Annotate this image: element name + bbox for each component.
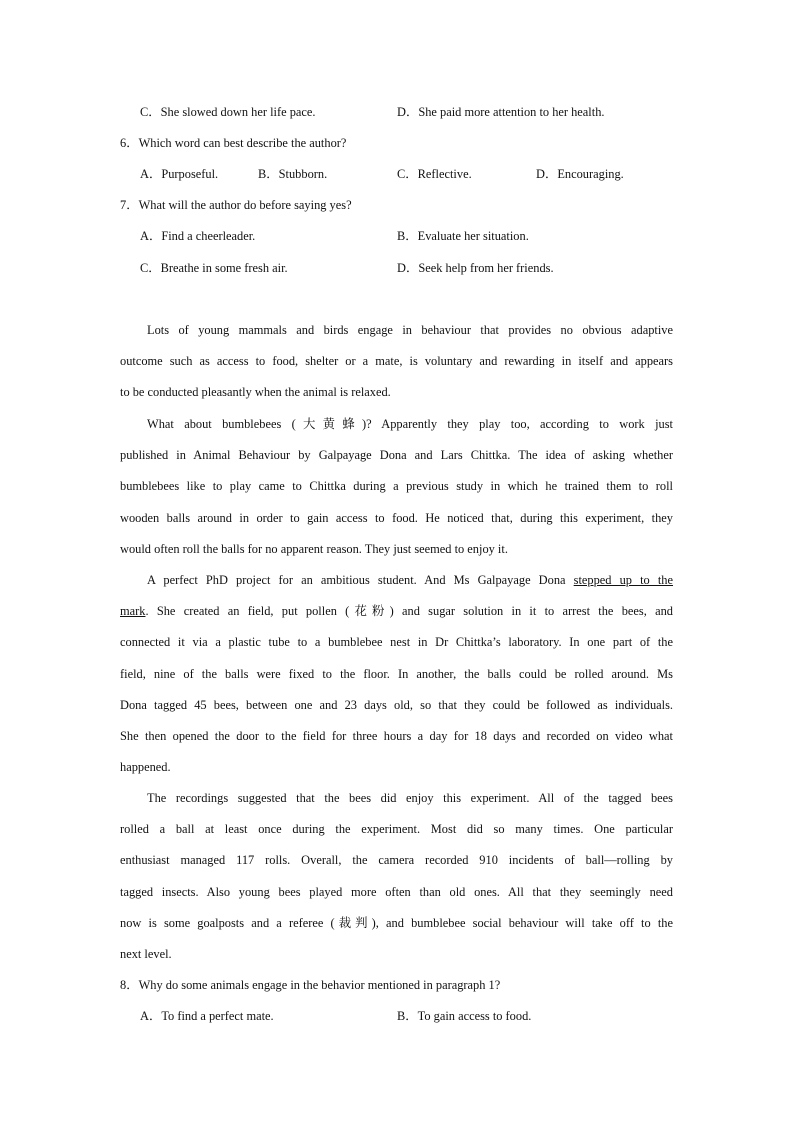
q6-stem: 6．Which word can best describe the author? xyxy=(120,136,347,150)
q5-option-c: C．She slowed down her life pace. xyxy=(140,105,316,119)
q8-option-a: A．To find a perfect mate. xyxy=(140,1009,274,1023)
q5-option-d: D．She paid more attention to her health. xyxy=(397,105,605,119)
paragraph-line: Lots of young mammals and birds engage in behaviour that provides no obvious adaptive xyxy=(147,323,673,337)
paragraph-line: connected it via a plastic tube to a bumblebee nest in Dr Chittka’s laboratory. In one part of the xyxy=(120,635,673,650)
q8-option-b: B．To gain access to food. xyxy=(397,1009,532,1023)
underlined-phrase: mark xyxy=(120,604,146,619)
paragraph-line: field, nine of the balls were fixed to the floor. In another, the balls could be rolled around. Ms xyxy=(120,666,673,681)
paragraph-line: She then opened the door to the field for three hours a day for 18 days and recorded on video what xyxy=(120,728,673,743)
q7-option-b: B．Evaluate her situation. xyxy=(397,229,529,243)
paragraph-line: bumblebees like to play came to Chittka during a previous study in which he trained them to roll xyxy=(120,479,673,494)
paragraph-line: The recordings suggested that the bees did enjoy this experiment. All of the tagged bees xyxy=(147,791,673,805)
passage-paragraph-2 xyxy=(120,416,673,572)
paragraph-line: now is some goalposts and a referee (裁判), and bumblebee social behaviour will take off to the xyxy=(120,915,673,930)
paragraph-line: tagged insects. Also young bees played more often than old ones. All that they seemingly need xyxy=(120,884,673,899)
paragraph-line xyxy=(120,603,673,634)
paragraph-line: would often roll the balls for no apparent reason. They just seemed to enjoy it. xyxy=(120,541,508,556)
paragraph-line: next level. xyxy=(120,946,172,961)
paragraph-line: enthusiast managed 117 rolls. Overall, the camera recorded 910 incidents of ball—rolling by xyxy=(120,853,673,868)
paragraph-line: rolled a ball at least once during the experiment. Most did so many times. One particular xyxy=(120,822,673,837)
q6-option-c: C．Reflective. xyxy=(397,167,472,181)
q8-stem: 8．Why do some animals engage in the behavior mentioned in paragraph 1? xyxy=(120,978,501,992)
q6-option-b: B．Stubborn. xyxy=(258,167,328,181)
paragraph-line xyxy=(120,572,673,603)
p3-text: . She created an field, put pollen (花粉) and sugar solution in it to arrest the bees, and xyxy=(145,604,673,619)
paragraph-line: to be conducted pleasantly when the animal is relaxed. xyxy=(120,385,391,400)
paragraph-line: wooden balls around in order to gain access to food. He noticed that, during this experiment, they xyxy=(120,510,673,525)
underlined-phrase: stepped up to the xyxy=(573,573,674,587)
q6-option-a: A．Purposeful. xyxy=(140,167,219,181)
paragraph-line: Dona tagged 45 bees, between one and 23 days old, so that they could be followed as individuals. xyxy=(120,697,673,712)
passage-paragraph-1 xyxy=(120,322,673,416)
q6-option-d: D．Encouraging. xyxy=(536,167,624,181)
q7-option-c: C．Breathe in some fresh air. xyxy=(140,261,288,275)
passage-paragraph-3 xyxy=(120,572,673,790)
q7-stem: 7．What will the author do before saying yes? xyxy=(120,198,352,212)
q7-option-a: A．Find a cheerleader. xyxy=(140,229,256,243)
p3-text: A perfect PhD project for an ambitious student. And Ms Galpayage Dona xyxy=(147,573,566,587)
paragraph-line: What about bumblebees (大黄蜂)? Apparently they play too, according to work just xyxy=(147,417,673,431)
passage-paragraph-4 xyxy=(120,790,673,977)
paragraph-line: happened. xyxy=(120,760,171,775)
paragraph-line: published in Animal Behaviour by Galpayage Dona and Lars Chittka. The idea of asking whether xyxy=(120,448,673,463)
q7-option-d: D．Seek help from her friends. xyxy=(397,261,554,275)
paragraph-line: outcome such as access to food, shelter or a mate, is voluntary and rewarding in itself and appears xyxy=(120,354,673,369)
